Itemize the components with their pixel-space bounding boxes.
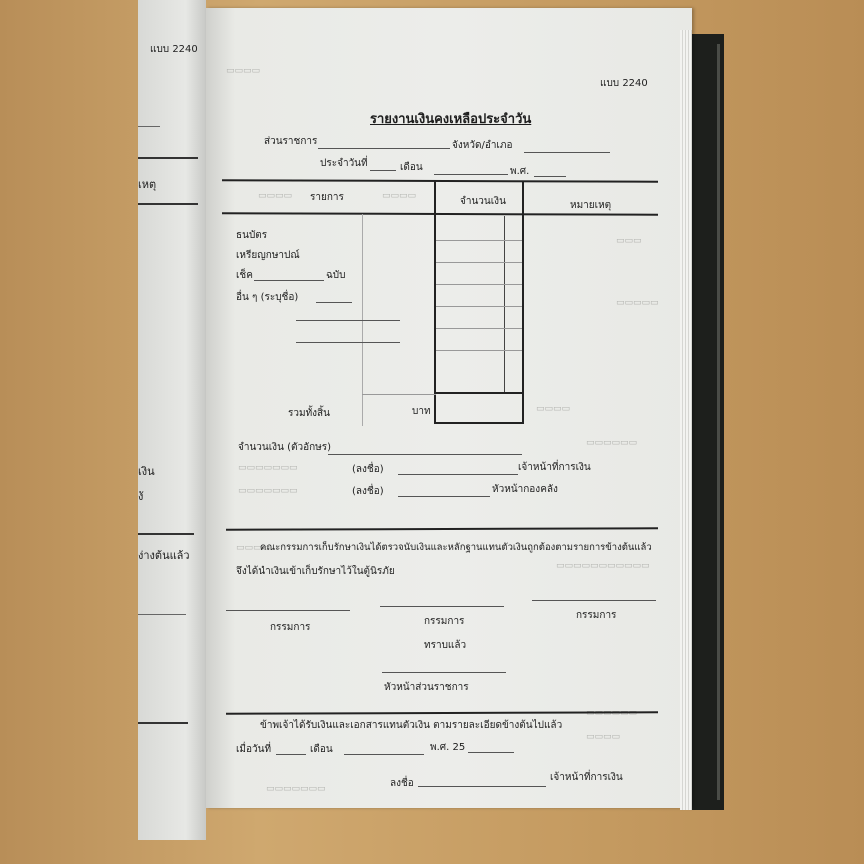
year-label: พ.ศ. [510,166,530,177]
amount-row-line [436,328,522,329]
receiver-title: เจ้าหน้าที่การเงิน [550,772,623,783]
committee-title: กรรมการ [576,610,617,621]
agency-field[interactable] [318,148,450,149]
form-page [206,8,692,808]
show-through-text: ▭▭▭▭▭▭▭▭▭▭▭ [556,561,650,571]
left-line [138,614,186,615]
left-rule [138,722,188,724]
finance-officer-signature-field[interactable] [398,474,518,475]
amount-row-line [436,306,522,307]
total-row-top-border [436,392,524,394]
sign-label: (ลงชื่อ) [352,486,384,497]
left-rule [138,203,198,205]
show-through-text: ▭▭▭ [616,236,642,246]
show-through-text: ▭▭▭▭ [382,191,417,201]
committee-signature-field[interactable] [226,610,350,611]
other-item-field[interactable] [296,320,400,321]
form-number: แบบ 2240 [600,78,648,89]
year-field[interactable] [534,176,566,177]
agency-label: ส่วนราชการ [264,136,318,147]
row-cheque: เช็ค [236,270,253,281]
form-title: รายงานเงินคงเหลือประจำวัน [370,112,532,127]
finance-officer-title: เจ้าหน้าที่การเงิน [518,462,591,473]
month-field[interactable] [434,174,508,175]
total-row-bottom-border [436,422,524,424]
receipt-month-field[interactable] [344,754,424,755]
date-field[interactable] [370,170,396,171]
left-fragment: ง่างต้นแล้ว [138,549,190,562]
baht-label: บาท [412,406,431,417]
show-through-text: ▭▭▭▭ [586,732,621,742]
receipt-year-field[interactable] [468,752,514,753]
receipt-date-field[interactable] [276,754,306,755]
row-other: อื่น ๆ (ระบุชื่อ) [236,292,299,303]
show-through-text: ▭▭▭▭▭▭ [586,438,638,448]
other-item-field[interactable] [296,342,400,343]
table-top-border [222,179,658,183]
amount-column-right-border [522,182,524,424]
show-through-text: ▭▭▭▭▭ [616,298,659,308]
other-name-field[interactable] [316,302,352,303]
committee-statement-2: จึงได้นำเงินเข้าเก็บรักษาไว้ในตู้นิรภัย [236,566,395,577]
book-cover [688,34,724,810]
treasury-head-title: หัวหน้ากองคลัง [492,484,558,495]
committee-signature-field[interactable] [380,606,504,607]
show-through-text: ▭▭▭▭ [226,66,261,76]
sign-name-label: ลงชื่อ [390,778,414,789]
left-page [138,0,206,840]
page-stack-edge [680,30,692,810]
satang-divider [504,216,505,394]
table-header-border [222,212,658,216]
receipt-year-label: พ.ศ. 25 [430,742,466,753]
amount-row-line [436,240,522,241]
amount-words-label: จำนวนเงิน (ตัวอักษร) [238,442,332,453]
left-fragment: เงิน [138,465,155,478]
amount-row-line [436,350,522,351]
show-through-text: ▭▭▭▭ [236,543,271,553]
total-label: รวมทั้งสิ้น [288,408,330,419]
committee-statement: คณะกรรมการเก็บรักษาเงินได้ตรวจนับเงินและหลักฐานแทนตัวเงินถูกต้องตามรายการข้างต้นแล้ว [260,542,652,553]
column-header-item: รายการ [310,192,344,203]
show-through-text: ▭▭▭▭ [536,404,571,414]
receiver-signature-field[interactable] [418,786,546,787]
province-label: จังหวัด/อำเภอ [452,140,513,151]
show-through-text: ▭▭▭▭▭▭▭ [238,463,298,473]
left-fragment: งั [138,490,144,503]
agency-head-title: หัวหน้าส่วนราชการ [384,682,469,693]
cheque-count-field[interactable] [254,280,324,281]
province-field[interactable] [524,152,610,153]
committee-title: กรรมการ [424,616,465,627]
section-divider [226,527,658,531]
left-line [138,126,160,127]
month-label: เดือน [400,162,423,173]
committee-signature-field[interactable] [532,600,656,601]
left-rule [138,157,198,159]
cheque-unit: ฉบับ [326,270,346,281]
sign-label: (ลงชื่อ) [352,464,384,475]
acknowledged-label: ทราบแล้ว [424,640,467,651]
left-form-number: แบบ 2240 [150,44,198,55]
column-header-amount: จำนวนเงิน [460,196,506,207]
show-through-text: ▭▭▭▭▭▭▭ [266,784,326,794]
column-header-remark: หมายเหตุ [570,200,612,211]
date-label: ประจำวันที่ [320,158,368,169]
amount-row-line [436,284,522,285]
row-coins: เหรียญกษาปณ์ [236,250,300,261]
show-through-text: ▭▭▭▭ [258,191,293,201]
receipt-statement: ข้าพเจ้าได้รับเงินและเอกสารแทนตัวเงิน ตามรายละเอียดข้างต้นไปแล้ว [260,720,563,731]
show-through-text: ▭▭▭▭▭▭▭ [238,486,298,496]
amount-column-left-border [434,180,436,424]
amount-words-field[interactable] [328,454,522,455]
row-banknotes: ธนบัตร [236,230,268,241]
committee-title: กรรมการ [270,622,311,633]
agency-head-signature-field[interactable] [382,672,506,673]
receipt-month-label: เดือน [310,744,333,755]
receipt-date-label: เมื่อวันที่ [236,744,272,755]
left-remark-fragment: เหตุ [138,178,157,191]
amount-row-line [436,262,522,263]
show-through-text: ▭▭▭▭▭▭ [586,708,638,718]
left-rule [138,533,194,535]
treasury-head-signature-field[interactable] [398,496,490,497]
